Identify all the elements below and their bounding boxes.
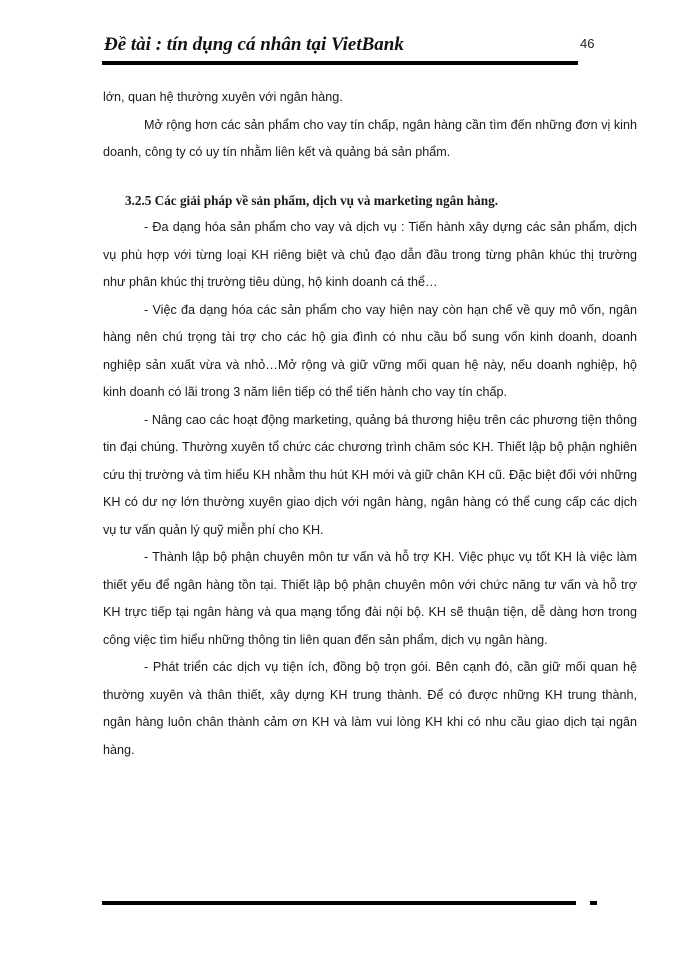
- footer-mark: [590, 901, 597, 905]
- header-rule: [102, 61, 578, 65]
- page-number: 46: [580, 36, 595, 51]
- header-title: Đề tài : tín dụng cá nhân tại VietBank: [104, 34, 404, 55]
- paragraph: Mở rộng hơn các sản phẩm cho vay tín chấp, ngân hàng cần tìm đến những đơn vị kinh doanh, công ty có uy tín nhằm liên kết và quảng bá sản phẩm.: [103, 117, 637, 159]
- paragraph: - Đa dạng hóa sản phẩm cho vay và dịch vụ : Tiến hành xây dựng các sản phẩm, dịch vụ phù hợp với từng loại KH riêng biệt và chủ đạo dẫn đầu trong từng phân khúc thị trường như phân khúc thị trường tiêu dùng, hộ kinh doanh cá thể…: [103, 220, 637, 289]
- paragraph-continuation: lớn, quan hệ thường xuyên với ngân hàng.: [103, 90, 343, 104]
- paragraph: - Phát triển các dịch vụ tiện ích, đồng bộ trọn gói. Bên cạnh đó, cần giữ mối quan hệ thường xuyên và thân thiết, xây dựng KH trung thành. Để có được những KH trung thành, ngân hàng luôn chân thành cảm ơn KH và làm vui lòng KH khi có nhu cầu giao dịch tại ngân hàng.: [103, 660, 637, 757]
- paragraph: - Thành lập bộ phận chuyên môn tư vấn và hỗ trợ KH. Việc phục vụ tốt KH là việc làm thiết yếu để ngân hàng tồn tại. Thiết lập bộ phận chuyên môn với chức năng tư vấn và hỗ trợ KH trực tiếp tại ngân hàng và qua mạng tổng đài nội bộ. KH sẽ thuận tiện, dễ dàng hơn trong công việc tìm hiểu những thông tin liên quan đến sản phẩm, dịch vụ ngân hàng.: [103, 550, 637, 647]
- section-heading: 3.2.5 Các giải pháp về sản phẩm, dịch vụ và marketing ngân hàng.: [125, 192, 498, 208]
- paragraph: - Việc đa dạng hóa các sản phẩm cho vay hiện nay còn hạn chế về quy mô vốn, ngân hàng nên chú trọng tài trợ cho các hộ gia đình có nhu cầu bổ sung vốn kinh doanh, doanh nghiệp sản xuất vừa và nhỏ…Mở rộng và giữ vững mối quan hệ này, nếu doanh nghiệp, hộ kinh doanh có lãi trong 3 năm liên tiếp có thể tiến hành cho vay tín chấp.: [103, 302, 637, 399]
- document-body: [103, 84, 637, 764]
- paragraph: - Nâng cao các hoạt động marketing, quảng bá thương hiệu trên các phương tiện thông tin đại chúng. Thường xuyên tổ chức các chương trình chăm sóc KH. Thiết lập bộ phận nghiên cứu thị trường và tìm hiểu KH nhằm thu hút KH mới và giữ chân KH cũ. Đặc biệt đối với những KH có dư nợ lớn thường xuyên giao dịch với ngân hàng, ngân hàng có thể cung cấp các dịch vụ tư vấn quản lý quỹ miễn phí cho KH.: [103, 412, 637, 537]
- footer-rule: [102, 901, 576, 905]
